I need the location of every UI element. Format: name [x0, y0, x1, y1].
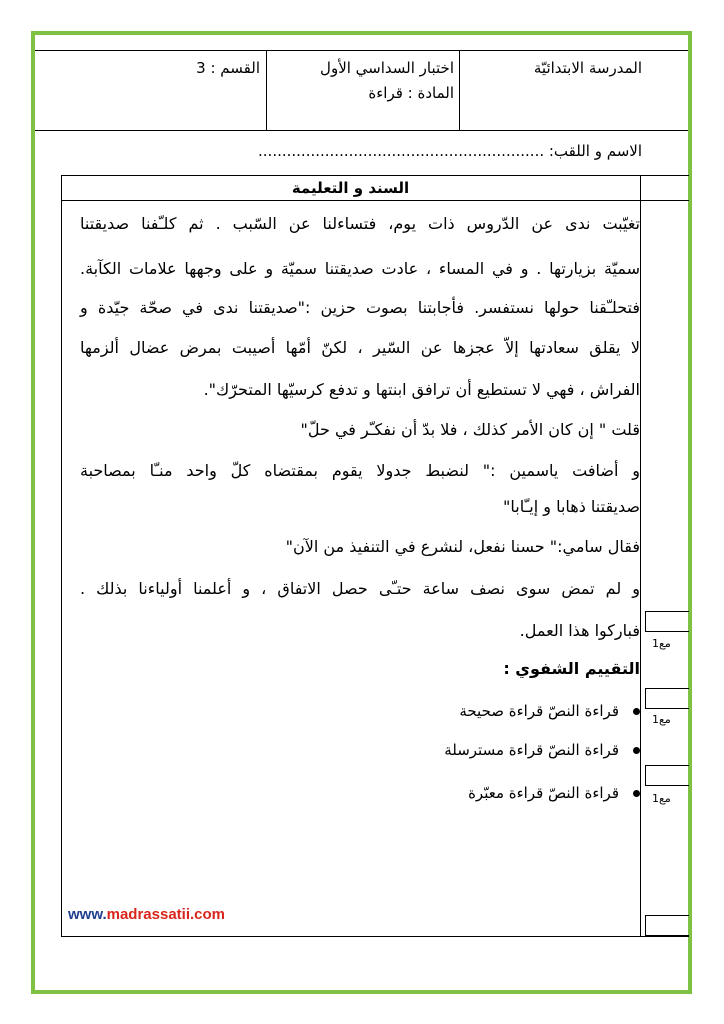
assessment-title: التقييم الشفوي :: [503, 659, 640, 678]
text-line: فتحلـّقنا حولها نستفسر. فأجابتنا بصوت حزين :"صديقتنا ندى في صحّة جيّدة و: [80, 298, 640, 317]
table-bottom-line: [61, 936, 689, 937]
criterion-item: [468, 784, 640, 802]
mark-box: [645, 688, 689, 709]
text-line: الفراش ، فهي لا تستطيع أن ترافق ابنتها و تدفع كرسيّها المتحرّك".: [203, 380, 640, 399]
text-line: لا يقلق سعادتها إلاّ عجزها عن السّير ، لكنّ أمّها أصيبت بمرض عضال ألزمها: [80, 338, 640, 357]
table-divider: [640, 175, 641, 937]
bullet-icon: [633, 747, 640, 754]
criterion-item: [459, 702, 640, 720]
mark-box: [645, 611, 689, 632]
footer-site: madrassatii.com: [106, 906, 226, 923]
table-left-line: [61, 175, 62, 937]
criterion-label: قراءة النصّ قراءة معبّرة: [468, 784, 619, 802]
footer-prefix: www.: [68, 906, 107, 923]
text-line: فباركوا هذا العمل.: [519, 621, 640, 640]
text-line: قلت " إن كان الأمر كذلك ، فلا بدّ أن نفكـّر في حلّ": [300, 420, 640, 439]
text-line: تغيّبت ندى عن الدّروس ذات يوم، فتساءلنا عن السّبب . ثم كلـّفنا صديقتنا: [80, 214, 640, 233]
criterion-label: قراءة النصّ قراءة صحيحة: [459, 702, 619, 720]
exam-title: اختبار السداسي الأول: [320, 59, 454, 77]
header-top-line: [35, 50, 688, 51]
text-line: و لم تمض سوى نصف ساعة حتـّى حصل الاتفاق ، و أعلمنا أولياءنا بذلك .: [80, 579, 640, 598]
mark-label: مع1: [652, 792, 671, 805]
mark-box: [645, 765, 689, 786]
table-title-line: [61, 200, 689, 201]
table-top-line: [61, 175, 689, 176]
footer-watermark: [68, 906, 225, 923]
text-line: سميّة بزيارتها . و في المساء ، عادت صديقتنا سميّة و على وجهها علامات الكآبة.: [80, 259, 640, 278]
school-name: المدرسة الابتدائيّة: [533, 59, 642, 77]
text-line: فقال سامي:" حسنا نفعل، لنشرع في التنفيذ من الآن": [285, 537, 640, 556]
mark-label: مع1: [652, 637, 671, 650]
criterion-item: [444, 741, 640, 759]
header-divider-2: [459, 50, 460, 131]
text-line: و أضافت ياسمين :" لنضبط جدولا يقوم بمقتضاه كلّ واحد منـّا بمصاحبة: [80, 461, 640, 480]
text-line: صديقتنا ذهابا و إيـّابا": [503, 497, 640, 516]
bullet-icon: [633, 708, 640, 715]
subject-label: المادة : قراءة: [368, 84, 454, 102]
criterion-label: قراءة النصّ قراءة مسترسلة: [444, 741, 619, 759]
header-bottom-line: [35, 130, 688, 131]
name-field: الاسم و اللقب: ............................................................: [258, 142, 642, 160]
section-label: القسم : 3: [196, 59, 260, 77]
mark-box: [645, 915, 689, 936]
bullet-icon: [633, 790, 640, 797]
header-divider-1: [266, 50, 267, 131]
section-title: السند و التعليمة: [291, 179, 410, 197]
mark-label: مع1: [652, 713, 671, 726]
